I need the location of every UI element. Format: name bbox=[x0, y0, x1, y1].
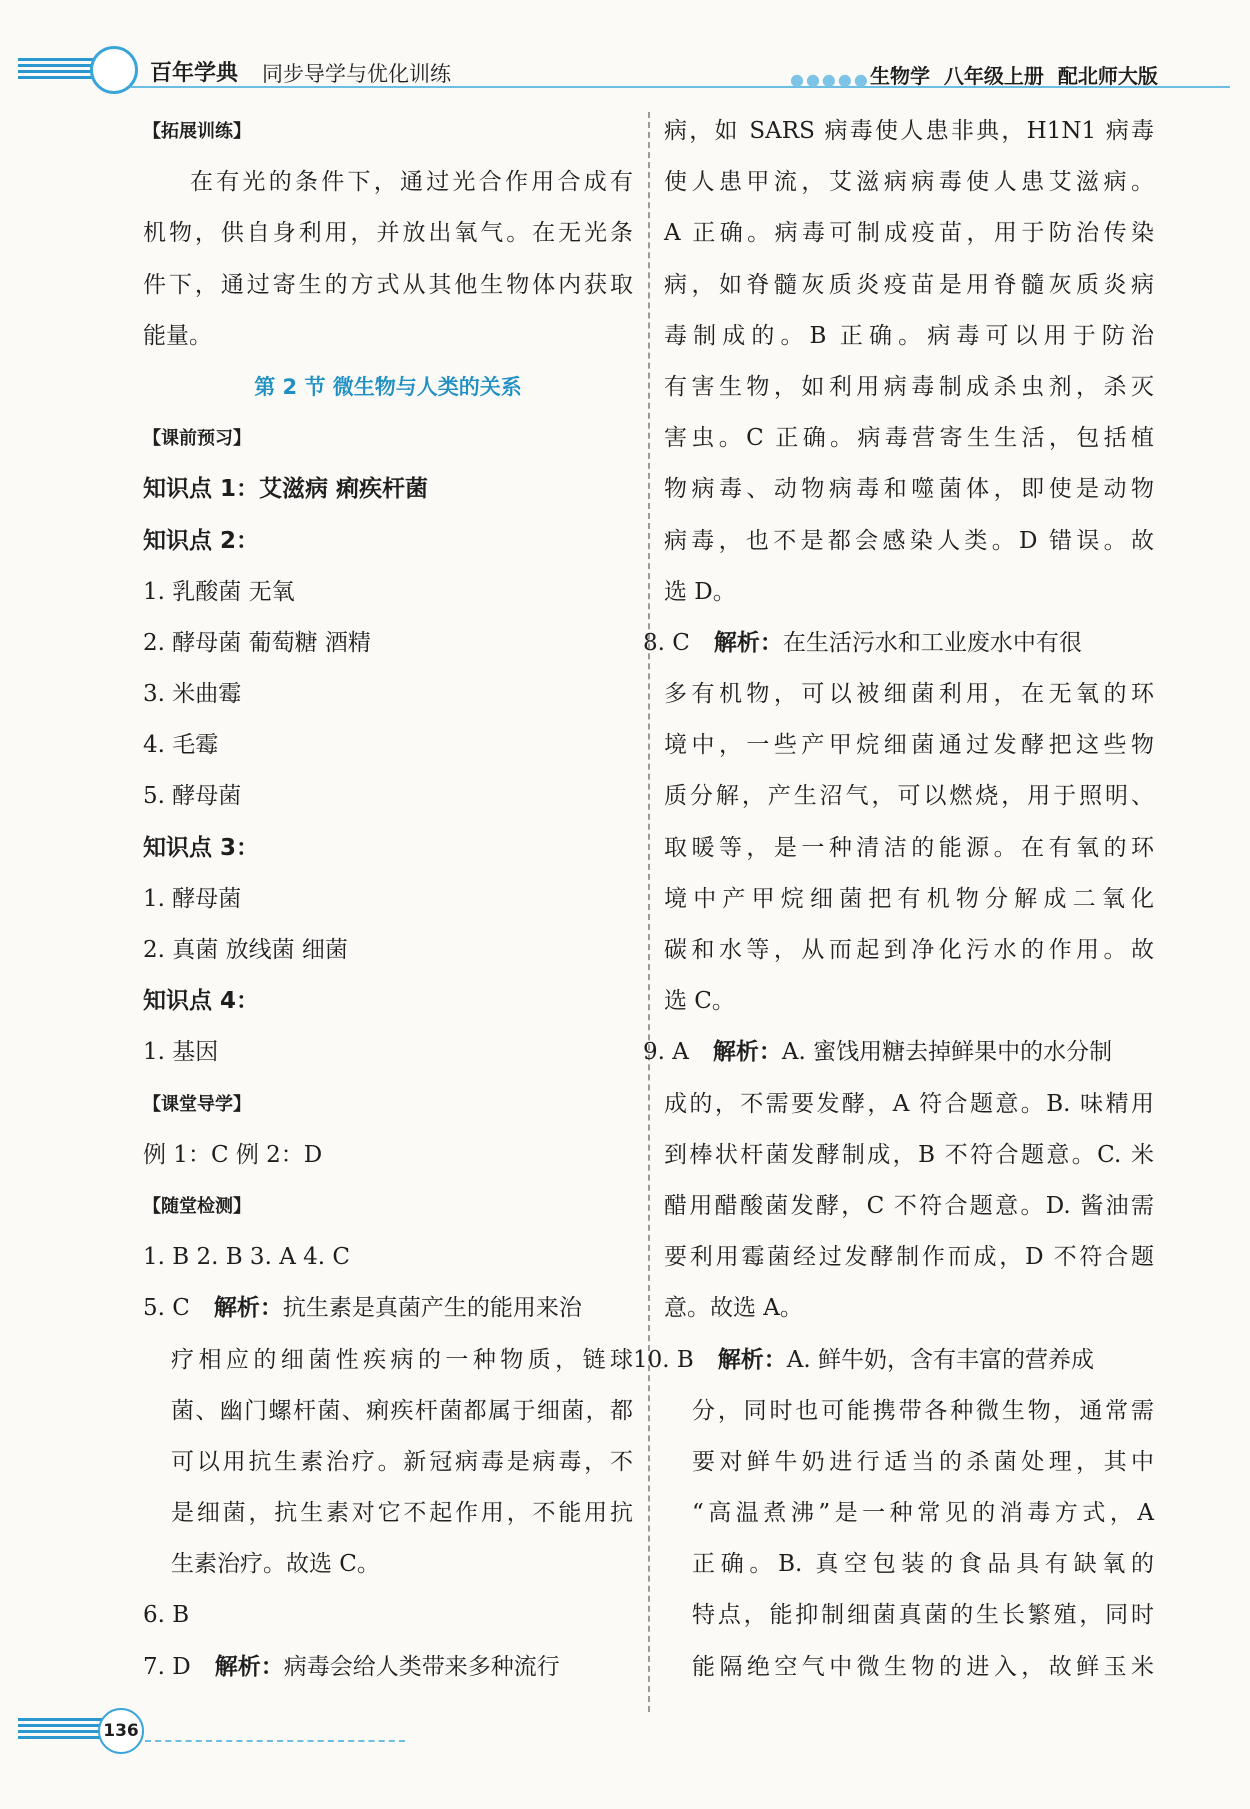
analysis-label: 解析： bbox=[713, 629, 783, 656]
analysis-line: 分，同时也可能携带各种微生物，通常需 bbox=[692, 1397, 1154, 1424]
analysis-line: 生素治疗。故选 C。 bbox=[171, 1551, 380, 1578]
analysis-line: 特点，能抑制细菌真菌的生长繁殖，同时 bbox=[692, 1602, 1154, 1629]
question-9 bbox=[643, 1027, 1154, 1078]
kp2-item: 4. 毛霉 bbox=[143, 732, 219, 759]
page-number: 136 bbox=[98, 1708, 144, 1754]
analysis-line: 醋用醋酸菌发酵，C 不符合题意。D. 酱油需 bbox=[664, 1192, 1154, 1219]
analysis-line: 是细菌，抗生素对它不起作用，不能用抗 bbox=[171, 1500, 633, 1527]
analysis-line: 菌、幽门螺杆菌、痢疾杆菌都属于细菌，都 bbox=[171, 1397, 633, 1424]
tag-extend-training: 【拓展训练】 bbox=[143, 121, 251, 142]
kp4-item: 1. 基因 bbox=[143, 1039, 219, 1066]
analysis-line: 到棒状杆菌发酵制成，B 不符合题意。C. 米 bbox=[664, 1141, 1154, 1168]
extend-line: 件下，通过寄生的方式从其他生物体内获取 bbox=[143, 271, 633, 298]
analysis-line: 取暖等，是一种清洁的能源。在有氧的环 bbox=[664, 834, 1154, 861]
question-8 bbox=[643, 618, 1154, 669]
analysis-line: 疗相应的细菌性疾病的一种物质，链球 bbox=[171, 1346, 633, 1373]
analysis-text: 抗生素是真菌产生的能用来治 bbox=[282, 1295, 582, 1322]
section-title: 第 2 节 微生物与人类的关系 bbox=[254, 374, 522, 399]
column-divider bbox=[648, 112, 650, 1712]
analysis-line: 病，如 SARS 病毒使人患非典，H1N1 病毒 bbox=[664, 118, 1154, 144]
question-6: 6. B bbox=[143, 1602, 190, 1629]
kp2-item: 1. 乳酸菌 无氧 bbox=[143, 578, 295, 605]
left-column bbox=[143, 106, 633, 1693]
analysis-line: 要对鲜牛奶进行适当的杀菌处理，其中 bbox=[692, 1448, 1154, 1475]
analysis-line: 境中产甲烷细菌把有机物分解成二氧化 bbox=[664, 885, 1154, 912]
analysis-line: 选 D。 bbox=[664, 578, 736, 605]
analysis-label: 解析： bbox=[712, 1039, 782, 1066]
analysis-line: 可以用抗生素治疗。新冠病毒是病毒，不 bbox=[171, 1448, 633, 1475]
knowledge-point-3: 知识点 3： bbox=[143, 834, 260, 861]
analysis-line: 成的，不需要发酵，A 符合题意。B. 味精用 bbox=[664, 1090, 1154, 1117]
kp3-item: 1. 酵母菌 bbox=[143, 885, 242, 912]
tag-preview: 【课前预习】 bbox=[143, 428, 251, 450]
extend-line: 能量。 bbox=[143, 322, 212, 349]
question-number: 5. C bbox=[143, 1295, 190, 1322]
analysis-line: 毒制成的。B 正确。病毒可以用于防治 bbox=[664, 322, 1154, 349]
question-number: 8. C bbox=[643, 629, 690, 656]
question-5 bbox=[143, 1283, 633, 1334]
tag-check: 【随堂检测】 bbox=[143, 1195, 251, 1217]
analysis-line: 病，如脊髓灰质炎疫苗是用脊髓灰质炎病 bbox=[664, 271, 1154, 298]
analysis-text: A. 鲜牛奶，含有丰富的营养成 bbox=[786, 1346, 1095, 1373]
footer-stripe-decoration bbox=[18, 1718, 108, 1742]
knowledge-point-1: 知识点 1：艾滋病 痢疾杆菌 bbox=[143, 476, 429, 503]
analysis-line: 质分解，产生沼气，可以燃烧，用于照明、 bbox=[664, 783, 1154, 810]
analysis-label: 解析： bbox=[213, 1295, 283, 1322]
analysis-line: 物病毒、动物病毒和噬菌体，即使是动物 bbox=[664, 476, 1154, 503]
right-column bbox=[633, 106, 1154, 1693]
analysis-line: 选 C。 bbox=[664, 988, 735, 1015]
question-10 bbox=[633, 1335, 1154, 1386]
knowledge-point-4: 知识点 4： bbox=[143, 988, 260, 1015]
header-dots: ●●●●● bbox=[790, 70, 870, 89]
analysis-line: 使人患甲流，艾滋病病毒使人患艾滋病。 bbox=[664, 169, 1154, 196]
analysis-line: 能隔绝空气中微生物的进入，故鲜玉米 bbox=[692, 1653, 1154, 1680]
analysis-line: 多有机物，可以被细菌利用，在无氧的环 bbox=[664, 681, 1154, 708]
analysis-text: 在生活污水和工业废水中有很 bbox=[782, 629, 1082, 656]
analysis-label: 解析： bbox=[717, 1346, 787, 1373]
check-answers: 1. B 2. B 3. A 4. C bbox=[143, 1244, 350, 1271]
question-number: 10. B bbox=[633, 1346, 694, 1373]
analysis-line: 境中，一些产甲烷细菌通过发酵把这些物 bbox=[664, 732, 1154, 759]
kp2-item: 2. 酵母菌 葡萄糖 酒精 bbox=[143, 629, 371, 656]
footer-divider bbox=[145, 1740, 405, 1742]
kp2-item: 5. 酵母菌 bbox=[143, 783, 242, 810]
knowledge-point-2: 知识点 2： bbox=[143, 527, 260, 554]
extend-line: 机物，供自身利用，并放出氧气。在无光条 bbox=[143, 220, 633, 247]
analysis-line: 病毒，也不是都会感染人类。D 错误。故 bbox=[664, 527, 1154, 554]
book-subtitle: 同步导学与优化训练 bbox=[262, 62, 451, 86]
analysis-line: 意。故选 A。 bbox=[664, 1295, 803, 1322]
analysis-line: 要利用霉菌经过发酵制作而成，D 不符合题 bbox=[664, 1244, 1154, 1271]
class-answers: 例 1：C 例 2：D bbox=[143, 1141, 323, 1168]
page-header bbox=[0, 0, 1250, 110]
book-brand: 百年学典 bbox=[150, 61, 239, 86]
analysis-line: 害虫。C 正确。病毒营寄生生活，包括植 bbox=[664, 425, 1154, 452]
tag-class-guide: 【课堂导学】 bbox=[143, 1093, 251, 1115]
analysis-text: 病毒会给人类带来多种流行 bbox=[283, 1653, 560, 1680]
analysis-line: 有害生物，如利用病毒制成杀虫剂，杀灭 bbox=[664, 373, 1154, 400]
question-number: 7. D bbox=[143, 1653, 191, 1680]
analysis-line: 正确。B. 真空包装的食品具有缺氧的 bbox=[692, 1551, 1154, 1578]
analysis-line: “高温煮沸”是一种常见的消毒方式，A bbox=[692, 1500, 1154, 1527]
analysis-line: 碳和水等，从而起到净化污水的作用。故 bbox=[664, 937, 1154, 963]
question-7 bbox=[143, 1642, 633, 1693]
extend-line: 在有光的条件下，通过光合作用合成有 bbox=[190, 169, 633, 196]
kp3-item: 2. 真菌 放线菌 细菌 bbox=[143, 937, 348, 963]
kp2-item: 3. 米曲霉 bbox=[143, 681, 242, 708]
book-edition: 生物学 八年级上册 配北师大版 bbox=[870, 64, 1158, 88]
question-number: 9. A bbox=[643, 1039, 689, 1066]
analysis-label: 解析： bbox=[214, 1653, 284, 1680]
analysis-text: A. 蜜饯用糖去掉鲜果中的水分制 bbox=[781, 1039, 1113, 1066]
analysis-line: A 正确。病毒可制成疫苗，用于防治传染 bbox=[664, 220, 1154, 247]
